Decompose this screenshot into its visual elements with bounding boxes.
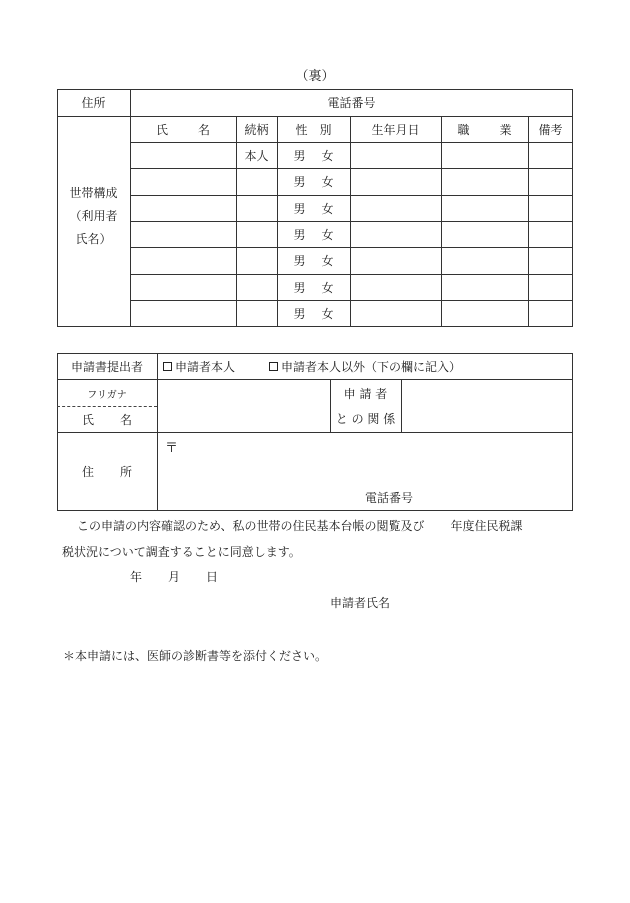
- postal-mark: 〒: [165, 441, 179, 456]
- column-header-gender: 性 別: [295, 122, 332, 137]
- page-side-label: （裏）: [295, 68, 335, 84]
- submitter-label: 申請書提出者: [70, 359, 143, 374]
- row-relation: [236, 168, 277, 195]
- gender-choice: 男 女: [293, 280, 334, 295]
- attachment-note: ＊本申請には、医師の診断書等を添付ください。: [63, 649, 328, 663]
- gender-choice: 男 女: [293, 307, 334, 321]
- gender-choice: 男 女: [293, 148, 334, 163]
- gender-choice: 男 女: [293, 227, 334, 242]
- column-header-notes: 備考: [538, 122, 563, 137]
- checkbox-self[interactable]: [163, 362, 172, 371]
- option-self-label: 申請者本人: [175, 359, 236, 374]
- row-relation: [236, 221, 277, 247]
- consent-date: 年 月 日: [130, 570, 219, 584]
- gender-choice: 男 女: [293, 175, 334, 189]
- row-relation: [236, 195, 277, 221]
- submitter-phone-label: 電話番号: [365, 491, 414, 505]
- option-self[interactable]: [163, 353, 235, 379]
- gender-choice: 男 女: [293, 254, 334, 268]
- column-header-name: 氏 名: [155, 122, 211, 137]
- address-label: 住所: [81, 96, 106, 110]
- column-header-birthdate: 生年月日: [371, 122, 420, 137]
- submitter-address-label: 住 所: [81, 465, 133, 479]
- option-other[interactable]: [269, 353, 461, 379]
- gender-choice: 男 女: [293, 201, 334, 216]
- row-relation: [236, 247, 277, 274]
- relation-to-applicant-label: 申 請 者 と の 関 係: [335, 387, 396, 426]
- consent-line-2: 税状況について調査することに同意します。: [62, 545, 301, 559]
- consent-line-1: この申請の内容確認のため、私の世帯の住民基本台帳の閲覧及び 年度住民税課: [77, 519, 523, 533]
- applicant-name-label: 申請者氏名: [330, 596, 391, 610]
- row-relation: 本人: [244, 148, 269, 163]
- checkbox-other[interactable]: [269, 362, 278, 371]
- option-other-label: 申請者本人以外（下の欄に記入）: [281, 359, 462, 374]
- column-header-occupation: 職 業: [457, 122, 512, 137]
- row-relation: [236, 274, 277, 300]
- household-composition-label: 世帯構成 （利用者 氏名）: [69, 186, 118, 246]
- column-header-relation: 続柄: [244, 122, 269, 137]
- furigana-label: フリガナ: [87, 389, 127, 401]
- phone-label: 電話番号: [327, 96, 376, 110]
- name-label: 氏 名: [81, 412, 133, 427]
- row-relation: [236, 300, 277, 327]
